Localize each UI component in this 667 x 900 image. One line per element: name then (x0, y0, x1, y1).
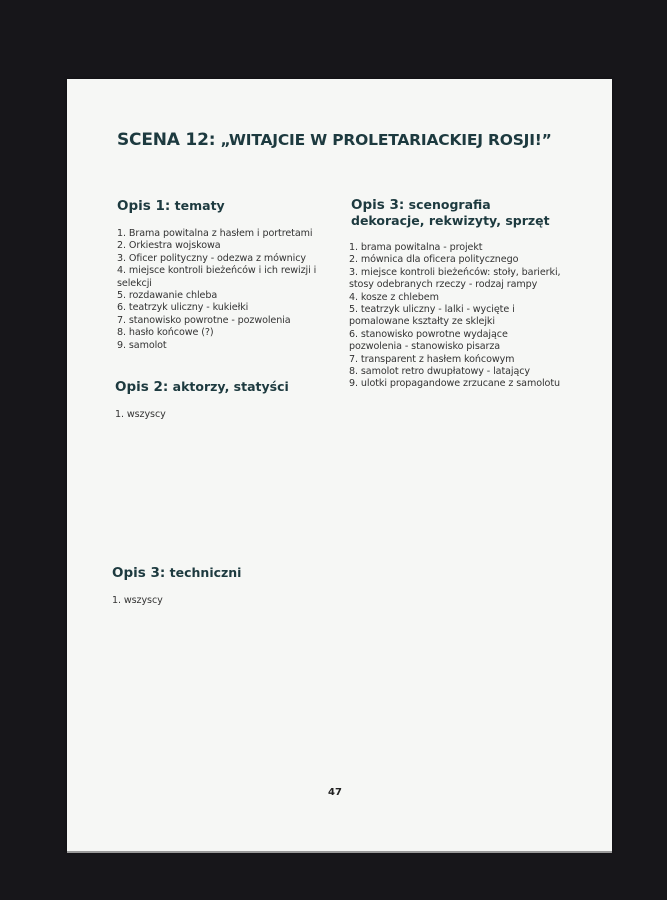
list-item: 5. teatrzyk uliczny - lalki - wycięte i pomalowane kształty ze sklejki (349, 304, 515, 328)
list-item: 4. miejsce kontroli bieżeńców i ich rewizji i selekcji (117, 265, 317, 289)
list-item: 4. kosze z chlebem (349, 291, 439, 303)
list-item: 6. teatrzyk uliczny - kukiełki (117, 302, 249, 314)
list-item: 1. Brama powitalna z hasłem i portretami (117, 228, 313, 239)
topics-heading: Opis 1: tematy (117, 198, 225, 214)
list-item: 9. ulotki propagandowe zrzucane z samolotu (349, 378, 560, 390)
list-item: 9. samolot (117, 339, 167, 351)
list-item: 6. stanowisko powrotne wydające pozwolenia - stanowisko pisarza (349, 328, 508, 353)
scenography-subheading: dekoracje, rekwizyty, sprzęt (351, 213, 550, 228)
scene-title: SCENA 12: „WITAJCIE W PROLETARIACKIEJ ROSJI!” (117, 130, 552, 150)
list-item: 2. mównica dla oficera politycznego (349, 254, 519, 266)
list-item: 5. rozdawanie chleba (117, 290, 218, 302)
list-item: 1. wszyscy (112, 595, 163, 606)
actors-heading: Opis 2: aktorzy, statyści (115, 379, 289, 395)
topics-list (117, 228, 345, 352)
list-item: 3. Oficer polityczny - odezwa z mównicy (117, 252, 306, 264)
paper-edge (67, 851, 612, 853)
list-item: 7. transparent z hasłem końcowym (349, 353, 515, 365)
list-item: 2. Orkiestra wojskowa (117, 240, 221, 252)
document-page (67, 79, 612, 852)
list-item: 8. hasło końcowe (?) (117, 327, 214, 339)
list-item: 8. samolot retro dwupłatowy - latający (349, 366, 531, 378)
scenography-heading: Opis 3: scenografia dekoracje, rekwizyty, sprzęt (351, 197, 550, 228)
page-number: 47 (328, 787, 342, 798)
list-item: 1. wszyscy (115, 409, 166, 420)
list-item: 1. brama powitalna - projekt (349, 242, 483, 253)
technicians-list (112, 595, 312, 607)
technicians-heading: Opis 3: techniczni (112, 565, 242, 581)
actors-list (115, 409, 315, 421)
scenography-list (349, 242, 561, 391)
list-item: 7. stanowisko powrotne - pozwolenia (117, 314, 291, 326)
list-item: 3. miejsce kontroli bieżeńców: stoły, barierki, stosy odebranych rzeczy - rodzaj rampy (349, 266, 561, 291)
